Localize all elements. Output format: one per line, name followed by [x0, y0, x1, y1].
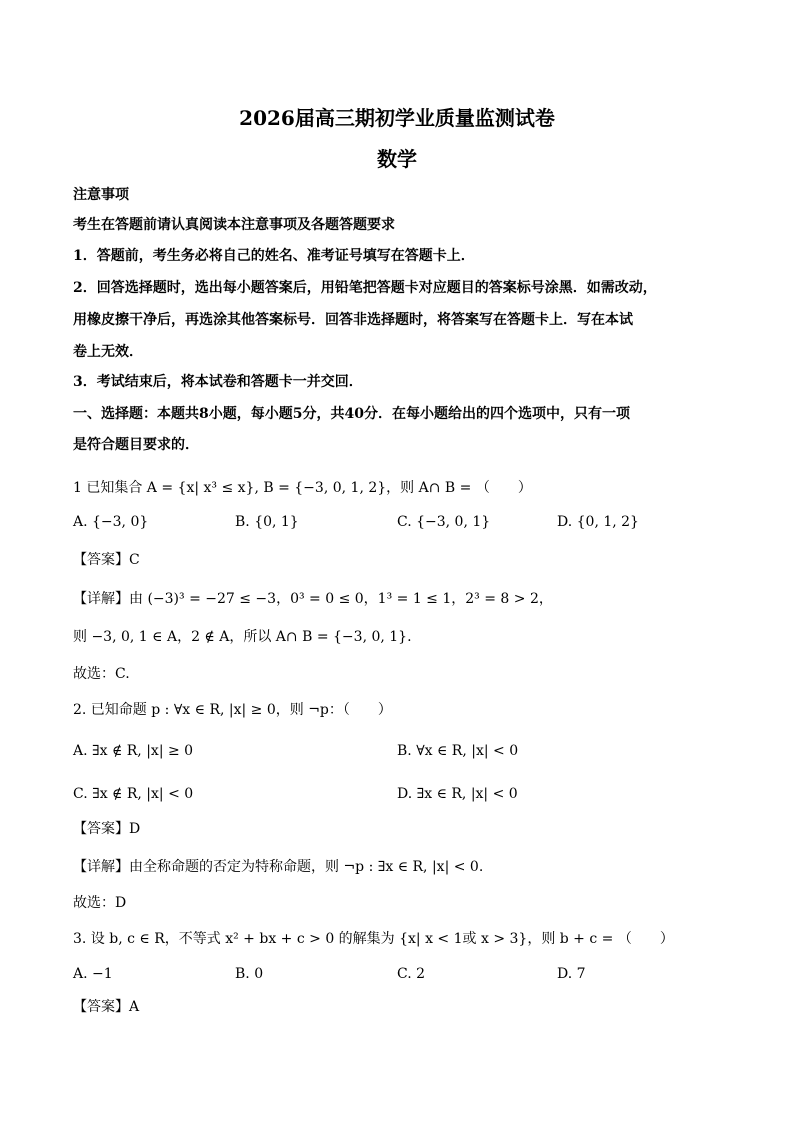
question-1-option-c: C. {−3, 0, 1}: [397, 514, 491, 530]
notice-item-2-line-1: 2．回答选择题时，选出每小题答案后，用铅笔把答题卡对应题目的答案标号涂黑．如需改动，: [73, 280, 657, 296]
question-2-choice: 故选：D: [73, 895, 127, 911]
question-1-detail-line-1: 【详解】由 (−3)³ = −27 ≤ −3，0³ = 0 ≤ 0，1³ = 1 ≤ 1，2³ = 8 > 2，: [73, 591, 553, 607]
question-3-option-b: B. 0: [235, 966, 264, 982]
question-3-option-a: A. −1: [73, 966, 113, 982]
notice-item-2-line-3: 卷上无效．: [73, 344, 143, 360]
question-2-detail: 【详解】由全称命题的否定为特称命题，则 ¬p : ∃x ∈ R, |x| < 0.: [73, 859, 484, 875]
question-2-option-a: A. ∃x ∉ R, |x| ≥ 0: [73, 743, 194, 759]
question-3-stem: 3. 设 b, c ∈ R，不等式 x² + bx + c > 0 的解集为 {x| x < 1或 x > 3}，则 b + c = （ ）: [73, 931, 674, 947]
question-1-choice: 故选：C.: [73, 666, 130, 682]
question-2-stem: 2. 已知命题 p : ∀x ∈ R, |x| ≥ 0，则 ¬p：（ ）: [73, 702, 392, 718]
exam-title: 2026届高三期初学业质量监测试卷: [239, 106, 555, 130]
question-2-option-d: D. ∃x ∈ R, |x| < 0: [397, 786, 518, 802]
subject-title: 数学: [377, 147, 417, 171]
question-3-answer: 【答案】A: [73, 999, 140, 1015]
question-1-option-b: B. {0, 1}: [235, 514, 299, 530]
notice-item-1: 1．答题前，考生务必将自己的姓名、准考证号填写在答题卡上．: [73, 248, 475, 264]
question-2-option-b: B. ∀x ∈ R, |x| < 0: [397, 743, 519, 759]
question-3-option-c: C. 2: [397, 966, 426, 982]
section-heading-line-1: 一、选择题：本题共8小题，每小题5分，共40分．在每小题给出的四个选项中，只有一项: [73, 406, 630, 422]
section-heading-line-2: 是符合题目要求的．: [73, 437, 199, 453]
notice-intro: 考生在答题前请认真阅读本注意事项及各题答题要求: [73, 217, 395, 233]
question-2-option-c: C. ∃x ∉ R, |x| < 0: [73, 786, 194, 802]
question-1-stem: 1 已知集合 A = {x| x³ ≤ x}, B = {−3, 0, 1, 2}，则 A∩ B = （ ）: [73, 480, 532, 496]
question-3-option-d: D. 7: [557, 966, 586, 982]
notice-item-3: 3．考试结束后，将本试卷和答题卡一并交回．: [73, 374, 363, 390]
question-1-answer: 【答案】C: [73, 552, 140, 568]
question-1-option-d: D. {0, 1, 2}: [557, 514, 639, 530]
question-1-option-a: A. {−3, 0}: [73, 514, 149, 530]
question-2-answer: 【答案】D: [73, 821, 141, 837]
notice-heading: 注意事项: [73, 187, 129, 203]
notice-item-2-line-2: 用橡皮擦干净后，再选涂其他答案标号．回答非选择题时，将答案写在答题卡上．写在本试: [73, 312, 633, 328]
question-1-detail-line-2: 则 −3, 0, 1 ∈ A，2 ∉ A，所以 A∩ B = {−3, 0, 1}.: [73, 629, 412, 645]
